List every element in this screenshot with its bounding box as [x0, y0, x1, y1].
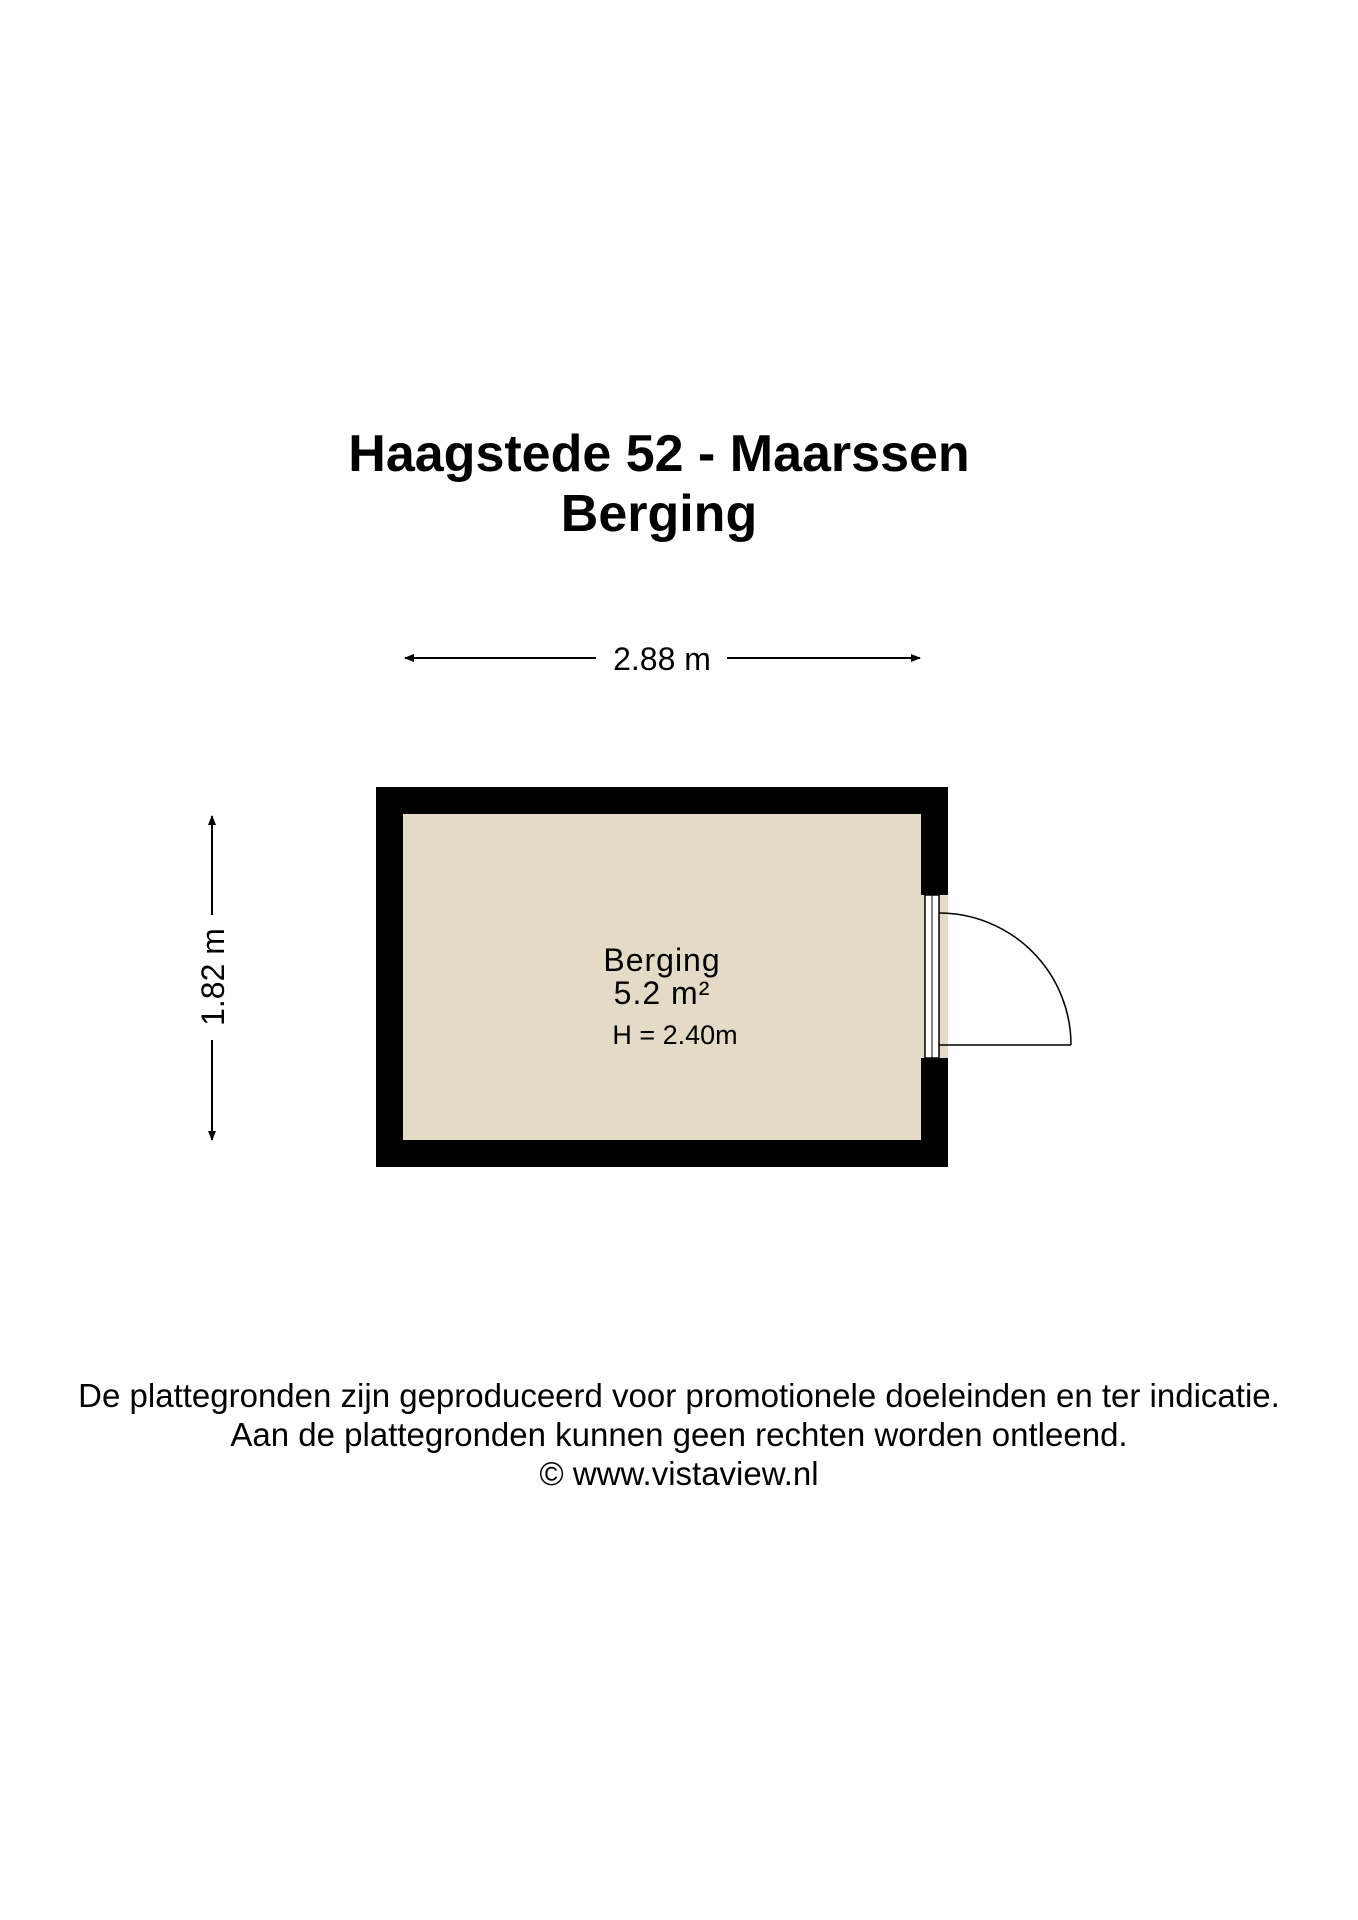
depth-dimension-label: 1.82 m — [195, 928, 231, 1026]
page-subtitle: Berging — [560, 485, 758, 543]
wall-left — [376, 787, 403, 1167]
wall-bottom — [376, 1140, 948, 1167]
disclaimer-line-2: Aan de plattegronden kunnen geen rechten worden ontleend. — [230, 1416, 1128, 1453]
disclaimer — [0, 1376, 1358, 1493]
room-height: H = 2.40m — [612, 1020, 738, 1050]
width-dimension-label: 2.88 m — [613, 641, 711, 677]
wall-right-lower — [921, 1058, 948, 1167]
wall-top — [376, 787, 948, 814]
wall-right-upper — [921, 787, 948, 895]
door-swing-arc — [939, 913, 1071, 1045]
room-berging — [376, 787, 1071, 1167]
room-name: Berging — [603, 942, 721, 978]
depth-dimension — [195, 816, 231, 1140]
copyright-link[interactable]: © www.vistaview.nl — [539, 1455, 819, 1492]
page-title: Haagstede 52 - Maarssen — [348, 425, 970, 483]
room-area: 5.2 m² — [613, 975, 711, 1011]
disclaimer-line-1: De plattegronden zijn geproduceerd voor promotionele doeleinden en ter indicatie. — [78, 1377, 1280, 1414]
width-dimension — [405, 641, 920, 677]
